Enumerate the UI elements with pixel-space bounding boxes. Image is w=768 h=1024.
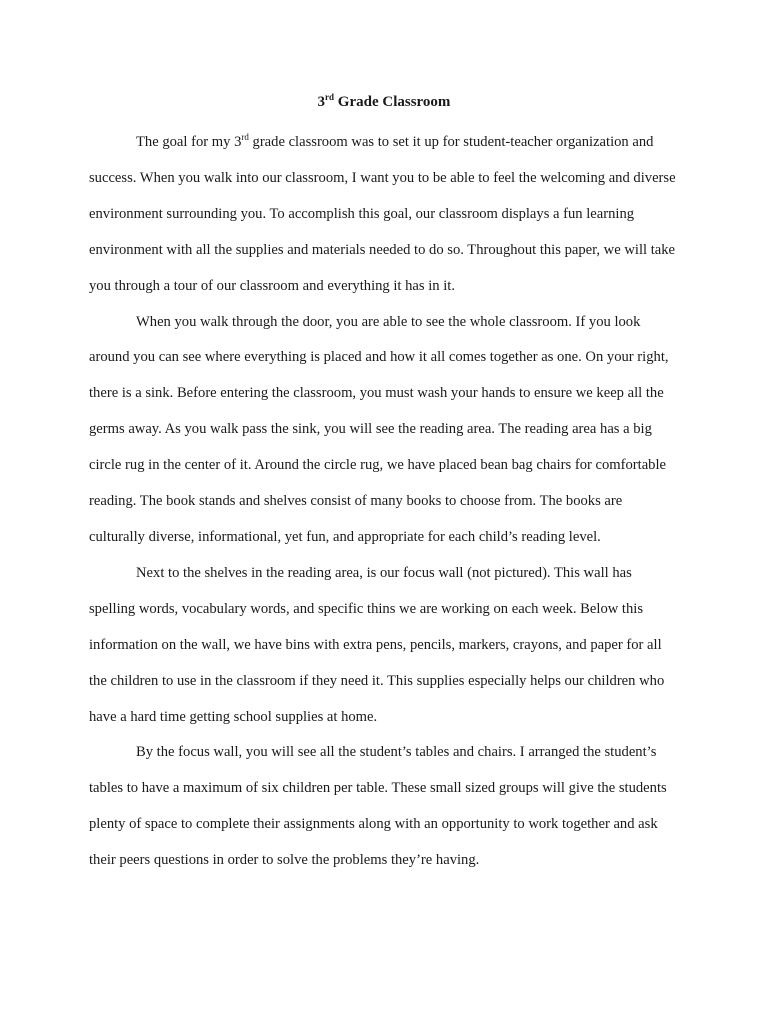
paragraph-focus-wall: Next to the shelves in the reading area, is our focus wall (not pictured). This wall has spelling words, vocabulary words, and specific thins we are working on each week. Below this information on the wall, we have bins with extra pens, pencils, markers, crayons, and paper for all the children to use in the classroom if they need it. This supplies especially helps our children who have a hard time getting school supplies at home.: [89, 564, 665, 725]
title-text: Grade Classroom: [334, 94, 451, 110]
paragraph-goal-start: The goal for my 3: [136, 134, 242, 150]
document-title: [0, 90, 768, 114]
title-ordinal-suffix: rd: [325, 92, 335, 102]
paragraph-goal-ordinal: rd: [241, 132, 249, 143]
paragraph-tables: By the focus wall, you will see all the student’s tables and chairs. I arranged the student’s tables to have a maximum of six children per table. These small sized groups will give the students plenty of space to complete their assignments along with an opportunity to work together and ask their peers questions in order to solve the problems they’re having.: [89, 744, 667, 869]
document-body: [89, 125, 681, 879]
paragraph-goal: [89, 125, 681, 305]
title-grade-number: 3: [317, 94, 326, 110]
paragraph-goal-rest: grade classroom was to set it up for student-teacher organization and success. When you walk into our classroom, I want you to be able to feel the welcoming and diverse environment surrounding you. To accomplish this goal, our classroom displays a fun learning environment with all the supplies and materials needed to do so. Throughout this paper, we will take you through a tour of our classroom and everything it has in it.: [89, 134, 676, 294]
paragraph-entrance: When you walk through the door, you are able to see the whole classroom. If you look around you can see where everything is placed and how it all comes together as one. On your right, there is a sink. Before entering the classroom, you must wash your hands to ensure we keep all the germs away. As you walk pass the sink, you will see the reading area. The reading area has a big circle rug in the center of it. Around the circle rug, we have placed bean bag chairs for comfortable reading. The book stands and shelves consist of many books to choose from. The books are culturally diverse, informational, yet fun, and appropriate for each child’s reading level.: [89, 313, 669, 545]
